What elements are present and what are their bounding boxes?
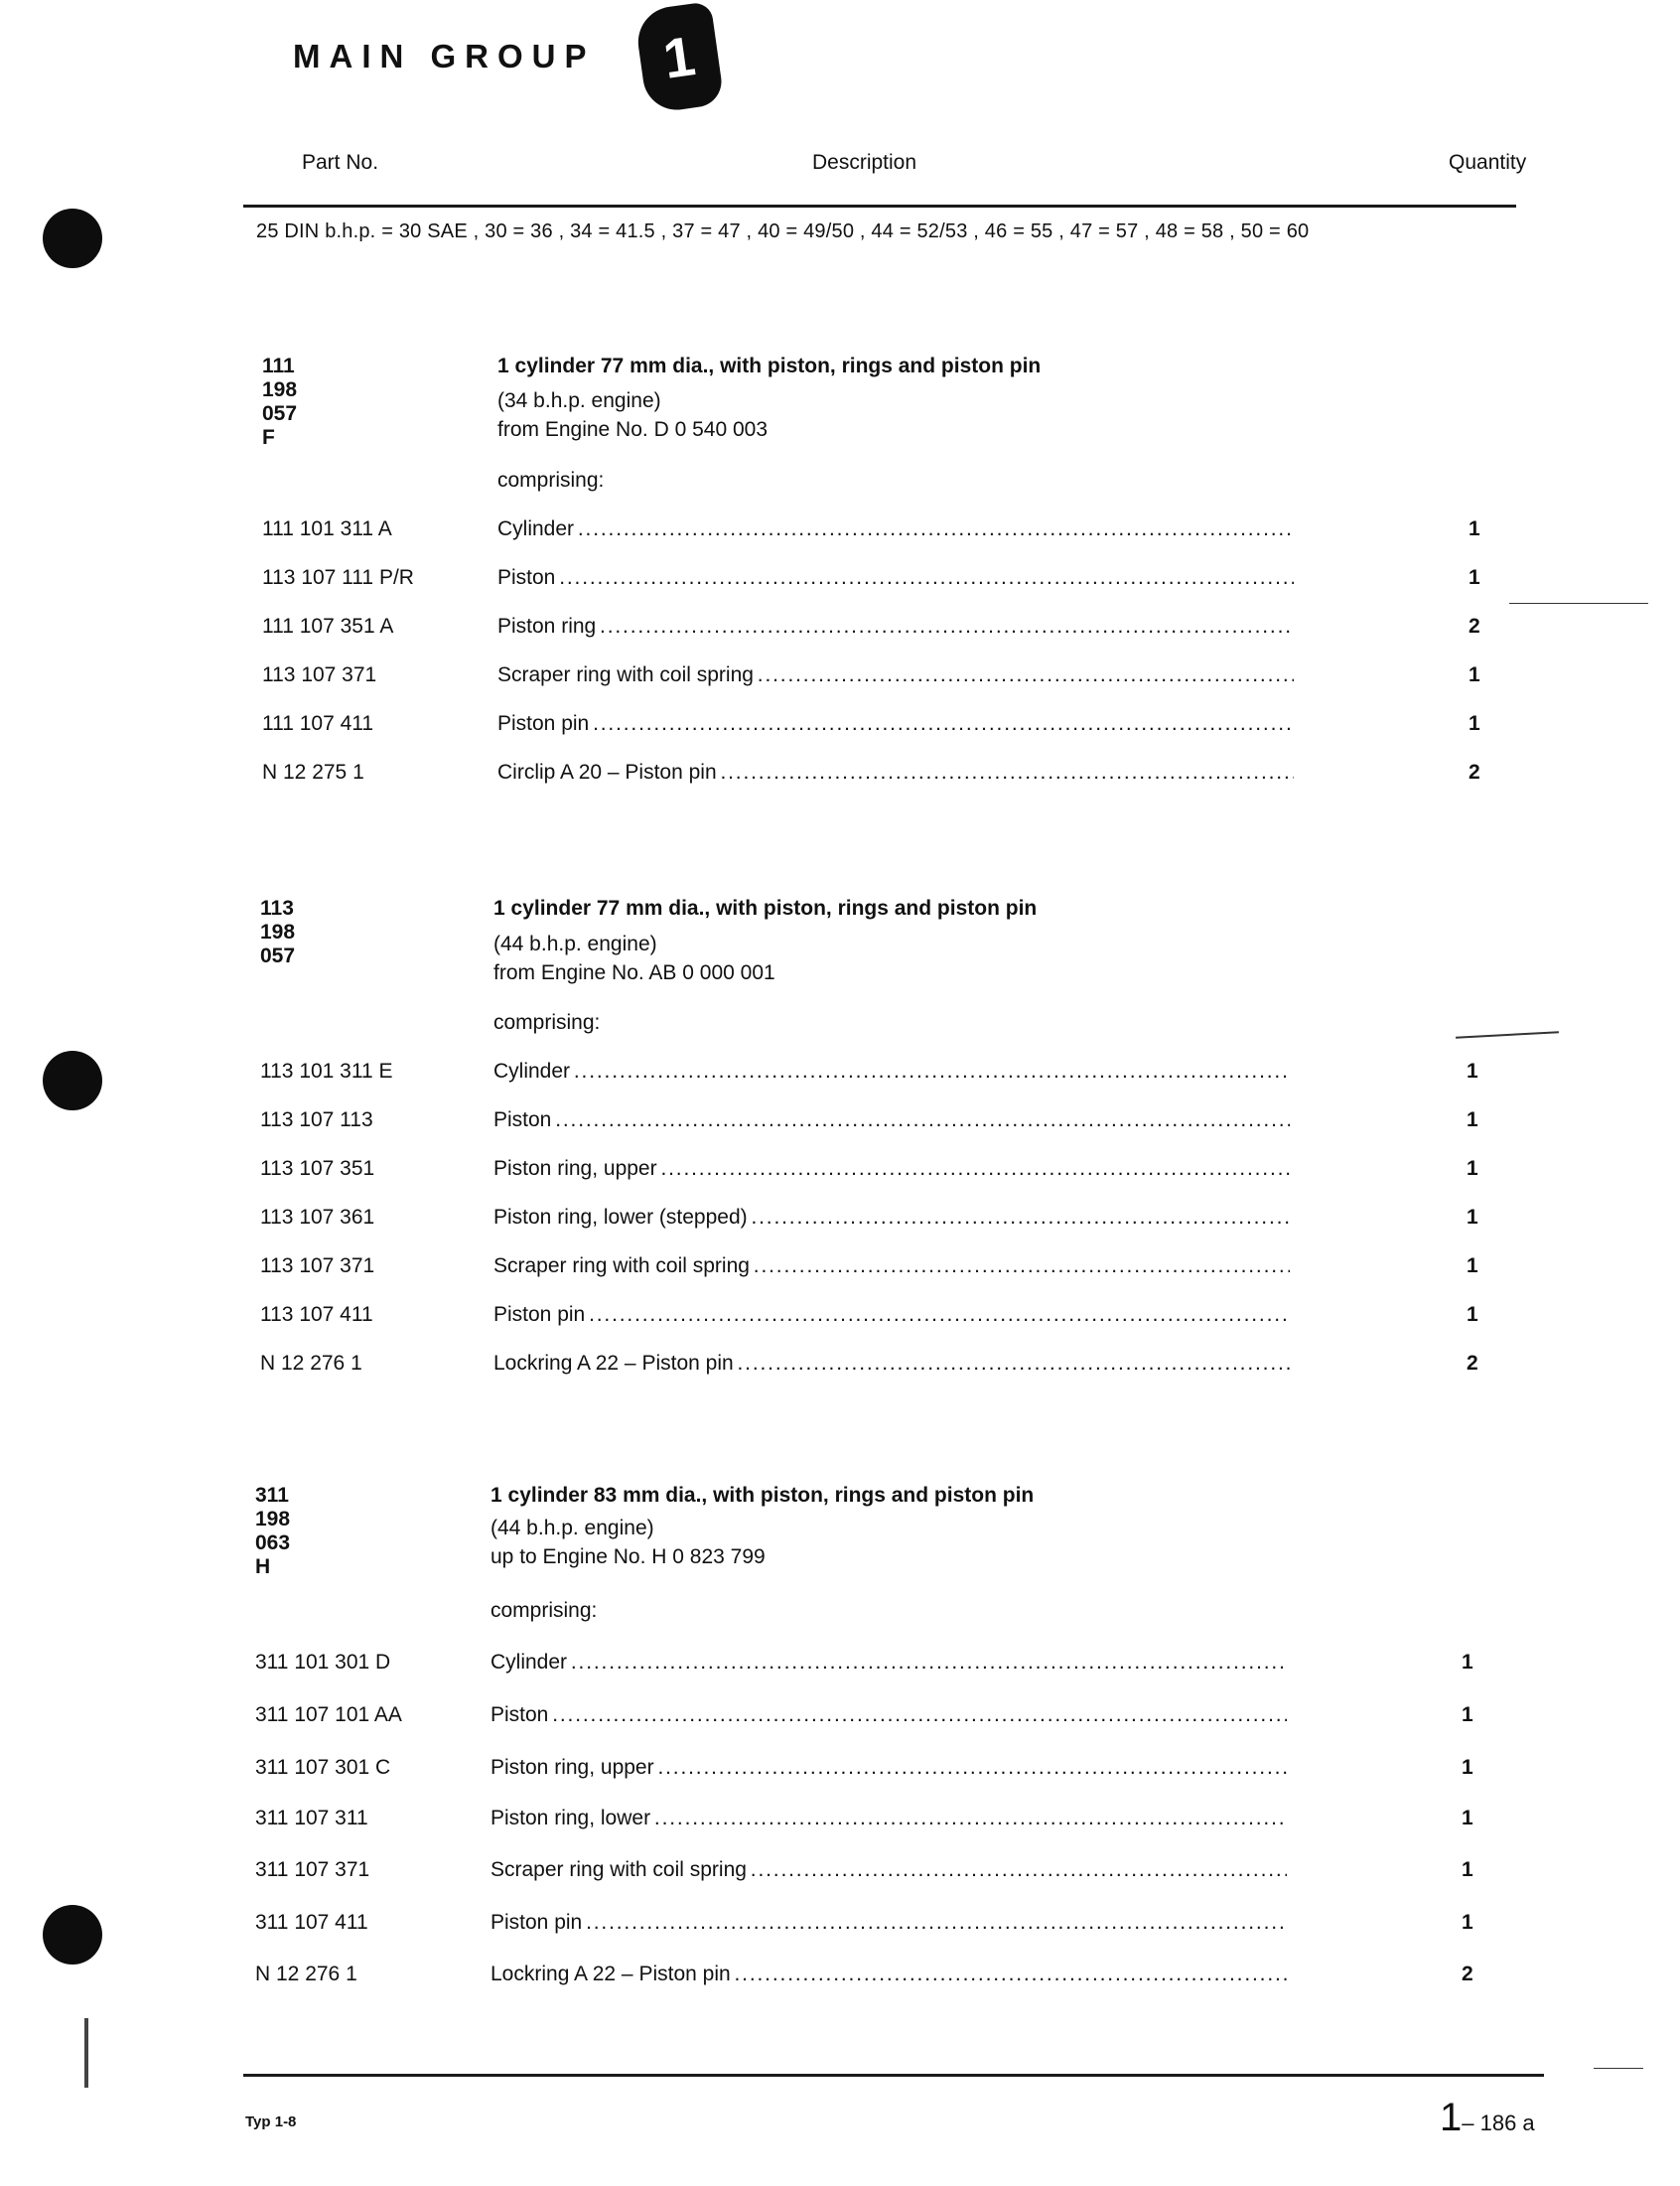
item-quantity: 1 [1467, 1206, 1478, 1229]
item-part-number: 311 107 411 [255, 1911, 368, 1934]
item-quantity: 2 [1467, 1352, 1478, 1375]
table-row [262, 615, 1493, 645]
group-engine: (34 b.h.p. engine) [497, 389, 661, 412]
item-part-number: 311 107 101 AA [255, 1703, 402, 1726]
group-part-number: 113 198 057 [260, 897, 296, 967]
item-quantity: 1 [1462, 1911, 1473, 1934]
scan-mark [1594, 2068, 1643, 2069]
item-description: Cylinder . . . [490, 1651, 1287, 1675]
column-header-part-no: Part No. [302, 151, 379, 174]
item-description: Scraper ring with coil spring . . . [497, 663, 1294, 687]
item-description: Lockring A 22 – Piston pin . . . [490, 1963, 1287, 1986]
group-engine-range: from Engine No. D 0 540 003 [497, 418, 768, 441]
item-description: Piston ring, upper . . . [490, 1756, 1287, 1780]
item-description: Piston . . . [497, 566, 1294, 590]
item-quantity: 1 [1467, 1108, 1478, 1131]
page-number [1440, 2096, 1535, 2140]
group-title: 1 cylinder 77 mm dia., with piston, rings and piston pin [493, 897, 1038, 920]
table-row [260, 1206, 1491, 1236]
header-rule [243, 205, 1516, 208]
table-row [255, 1807, 1486, 1836]
item-part-number: 311 107 371 [255, 1858, 370, 1881]
item-description: Piston pin . . . [497, 712, 1294, 736]
item-quantity: 1 [1469, 663, 1480, 686]
table-row [255, 1756, 1486, 1786]
item-quantity: 1 [1467, 1254, 1478, 1277]
item-quantity: 1 [1462, 1703, 1473, 1726]
table-row [260, 1108, 1491, 1138]
table-row [260, 1352, 1491, 1382]
item-part-number: N 12 275 1 [262, 761, 364, 784]
table-row [262, 663, 1493, 693]
scan-mark [1456, 1031, 1559, 1038]
item-part-number: 111 107 351 A [262, 615, 394, 638]
column-header-quantity: Quantity [1449, 151, 1527, 174]
scan-mark [1509, 603, 1648, 604]
table-row [255, 1651, 1486, 1680]
binder-hole [43, 209, 102, 268]
item-quantity: 1 [1467, 1303, 1478, 1326]
item-quantity: 1 [1462, 1807, 1473, 1829]
comprising-label: comprising: [490, 1599, 598, 1622]
item-part-number: 111 101 311 A [262, 517, 392, 540]
footer-rule [243, 2074, 1544, 2077]
comprising-label: comprising: [493, 1011, 601, 1034]
group-part-number: 111 198 057 F [262, 355, 298, 449]
column-header-description: Description [812, 151, 917, 174]
item-quantity: 1 [1467, 1060, 1478, 1083]
table-row [255, 1858, 1486, 1888]
item-part-number: 111 107 411 [262, 712, 374, 735]
table-row [262, 566, 1493, 596]
item-description: Piston ring, lower . . . [490, 1807, 1287, 1830]
item-description: Piston ring, upper . . . [493, 1157, 1290, 1181]
item-description: Lockring A 22 – Piston pin . . . [493, 1352, 1290, 1376]
item-quantity: 1 [1467, 1157, 1478, 1180]
item-part-number: N 12 276 1 [255, 1963, 357, 1985]
scan-mark [84, 2018, 88, 2088]
group-engine-range: from Engine No. AB 0 000 001 [493, 961, 775, 984]
item-description: Scraper ring with coil spring . . . [493, 1254, 1290, 1278]
table-row [262, 761, 1493, 791]
power-ratings-line: 25 DIN b.h.p. = 30 SAE , 30 = 36 , 34 = 41.5 , 37 = 47 , 40 = 49/50 , 44 = 52/53 , 46 = 55 , 47 = 57 , 48 = 58 , 50 = 60 [256, 220, 1310, 242]
group-title: 1 cylinder 83 mm dia., with piston, rings and piston pin [490, 1484, 1035, 1507]
item-quantity: 2 [1469, 761, 1480, 784]
table-row [255, 1703, 1486, 1733]
item-description: Piston . . . [493, 1108, 1290, 1132]
item-part-number: N 12 276 1 [260, 1352, 362, 1375]
item-description: Circlip A 20 – Piston pin . . . [497, 761, 1294, 785]
page-title: MAIN GROUP [293, 38, 596, 74]
table-row [255, 1963, 1486, 1992]
table-row [262, 517, 1493, 547]
item-part-number: 113 101 311 E [260, 1060, 393, 1083]
item-part-number: 311 101 301 D [255, 1651, 391, 1674]
item-part-number: 113 107 111 P/R [262, 566, 414, 589]
item-description: Cylinder . . . [497, 517, 1294, 541]
item-part-number: 113 107 371 [260, 1254, 375, 1277]
group-number-badge: 1 [633, 1, 725, 114]
item-part-number: 113 107 351 [260, 1157, 375, 1180]
table-row [260, 1303, 1491, 1333]
item-part-number: 311 107 301 C [255, 1756, 391, 1779]
item-description: Piston pin . . . [490, 1911, 1287, 1935]
group-engine: (44 b.h.p. engine) [490, 1517, 654, 1539]
item-description: Piston . . . [490, 1703, 1287, 1727]
item-description: Scraper ring with coil spring . . . [490, 1858, 1287, 1882]
binder-hole [43, 1905, 102, 1965]
group-title: 1 cylinder 77 mm dia., with piston, rings and piston pin [497, 355, 1042, 377]
item-part-number: 113 107 361 [260, 1206, 375, 1229]
item-quantity: 2 [1469, 615, 1480, 638]
item-part-number: 113 107 371 [262, 663, 377, 686]
table-row [255, 1911, 1486, 1941]
page-number-prefix: 1 [1440, 2096, 1463, 2139]
item-description: Piston pin . . . [493, 1303, 1290, 1327]
table-row [260, 1254, 1491, 1284]
item-part-number: 311 107 311 [255, 1807, 368, 1829]
group-part-number: 311 198 063 H [255, 1484, 291, 1578]
page-number-suffix: – 186 a [1462, 2111, 1535, 2135]
comprising-label: comprising: [497, 469, 605, 492]
item-description: Piston ring . . . [497, 615, 1294, 639]
group-engine: (44 b.h.p. engine) [493, 933, 657, 955]
item-quantity: 1 [1469, 712, 1480, 735]
item-quantity: 1 [1469, 517, 1480, 540]
item-quantity: 1 [1462, 1651, 1473, 1674]
item-quantity: 1 [1462, 1858, 1473, 1881]
item-quantity: 2 [1462, 1963, 1473, 1985]
table-row [260, 1157, 1491, 1187]
item-quantity: 1 [1462, 1756, 1473, 1779]
item-description: Cylinder . . . [493, 1060, 1290, 1084]
item-part-number: 113 107 411 [260, 1303, 373, 1326]
table-row [260, 1060, 1491, 1090]
item-quantity: 1 [1469, 566, 1480, 589]
table-row [262, 712, 1493, 742]
item-description: Piston ring, lower (stepped) . . . [493, 1206, 1290, 1230]
item-part-number: 113 107 113 [260, 1108, 373, 1131]
group-engine-range: up to Engine No. H 0 823 799 [490, 1545, 766, 1568]
binder-hole [43, 1051, 102, 1110]
model-code: Typ 1-8 [245, 2113, 297, 2130]
